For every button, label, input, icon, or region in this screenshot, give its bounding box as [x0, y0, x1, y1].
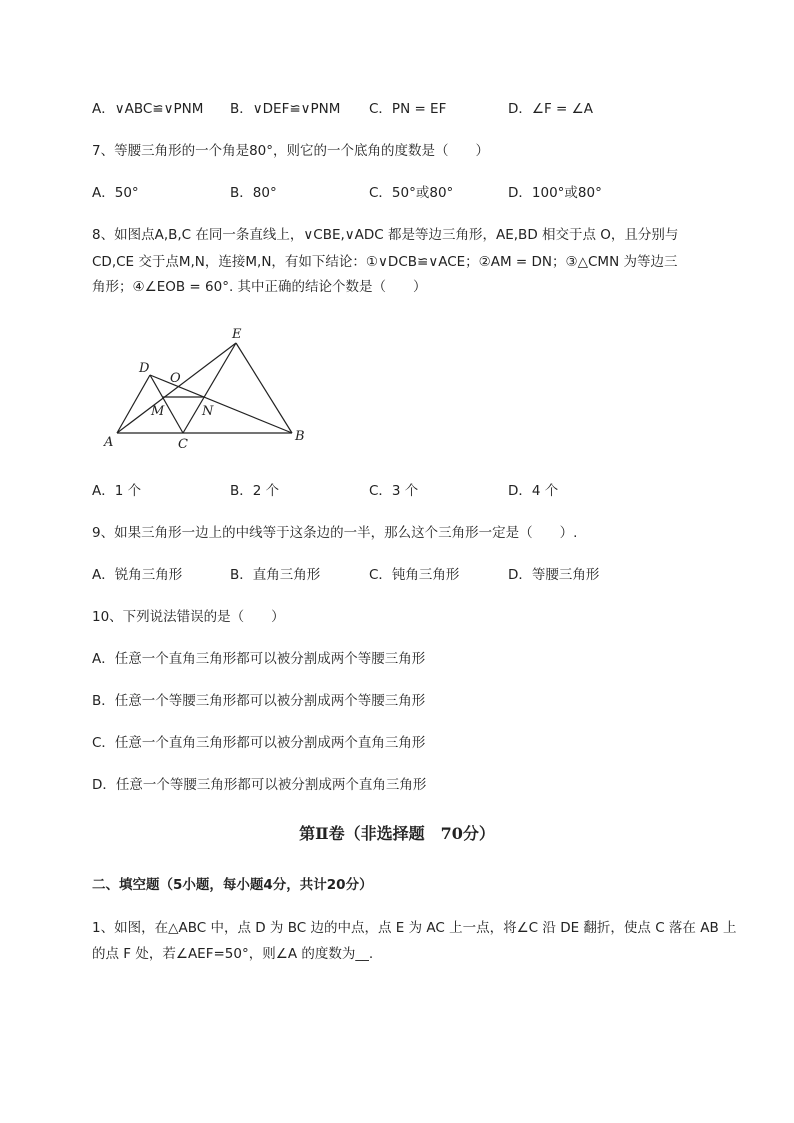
- q8-option-b: B．2 个: [230, 483, 280, 499]
- q8-stem-line2: CD,CE 交于点M,N，连接M,N，有如下结论：①∨DCB≌∨ACE；②AM = DN；③△CMN 为等边三: [92, 254, 678, 270]
- q8-option-a: A．1 个: [92, 483, 142, 499]
- q7-stem: 7、等腰三角形的一个角是80°，则它的一个底角的度数是（ ）: [92, 143, 490, 159]
- label-b: B: [295, 429, 305, 444]
- label-c: C: [178, 437, 188, 452]
- q10-option-b: B．任意一个等腰三角形都可以被分割成两个等腰三角形: [92, 693, 426, 709]
- label-o: O: [170, 371, 181, 386]
- q9-option-b: B．直角三角形: [230, 567, 321, 583]
- section-subtitle: 二、填空题（5小题，每小题4分，共计20分）: [92, 877, 373, 893]
- q7-option-d: D．100°或80°: [508, 185, 602, 201]
- fill1-stem-line2: 的点 F 处，若∠AEF=50°，则∠A 的度数为__.: [92, 946, 374, 962]
- q7-option-b: B．80°: [230, 185, 277, 201]
- q6-option-d: D．∠F = ∠A: [508, 101, 593, 117]
- label-n: N: [202, 404, 214, 419]
- q6-option-c: C．PN = EF: [369, 101, 447, 117]
- q8-options: [92, 481, 712, 501]
- label-e: E: [232, 327, 242, 342]
- q8-stem-line1: 8、如图点A,B,C 在同一条直线上，∨CBE,∨ADC 都是等边三角形，AE,BD 相交于点 O，且分别与: [92, 227, 679, 243]
- segment-ad: [117, 375, 150, 433]
- q9-options: [92, 565, 712, 585]
- q10-option-d: D．任意一个等腰三角形都可以被分割成两个直角三角形: [92, 777, 427, 793]
- label-a: A: [104, 435, 114, 450]
- q8-geometry-figure: [95, 320, 320, 455]
- segment-eb: [236, 343, 292, 433]
- q9-option-d: D．等腰三角形: [508, 567, 600, 583]
- q7-option-a: A．50°: [92, 185, 139, 201]
- q9-option-c: C．钝角三角形: [369, 567, 460, 583]
- fill1-stem-line1: 1、如图，在△ABC 中，点 D 为 BC 边的中点，点 E 为 AC 上一点，将∠C 沿 DE 翻折，使点 C 落在 AB 上: [92, 920, 737, 936]
- label-d: D: [139, 361, 150, 376]
- q7-options: [92, 183, 712, 203]
- q9-option-a: A．锐角三角形: [92, 567, 183, 583]
- q6-options: [92, 99, 712, 119]
- q8-option-d: D．4 个: [508, 483, 559, 499]
- section-title: 第Ⅱ卷（非选择题 70分）: [299, 824, 495, 843]
- q7-option-c: C．50°或80°: [369, 185, 454, 201]
- q10-option-c: C．任意一个直角三角形都可以被分割成两个直角三角形: [92, 735, 426, 751]
- segment-ae: [117, 343, 236, 433]
- q6-option-b: B．∨DEF≌∨PNM: [230, 101, 341, 117]
- q10-stem: 10、下列说法错误的是（ ）: [92, 609, 285, 625]
- q8-option-c: C．3 个: [369, 483, 419, 499]
- q10-option-a: A．任意一个直角三角形都可以被分割成两个等腰三角形: [92, 651, 426, 667]
- label-m: M: [151, 404, 165, 419]
- q8-stem-line3: 角形；④∠EOB = 60°. 其中正确的结论个数是（ ）: [92, 279, 427, 295]
- segment-ce: [183, 343, 236, 433]
- q9-stem: 9、如果三角形一边上的中线等于这条边的一半，那么这个三角形一定是（ ）.: [92, 525, 578, 541]
- q6-option-a: A．∨ABC≌∨PNM: [92, 101, 204, 117]
